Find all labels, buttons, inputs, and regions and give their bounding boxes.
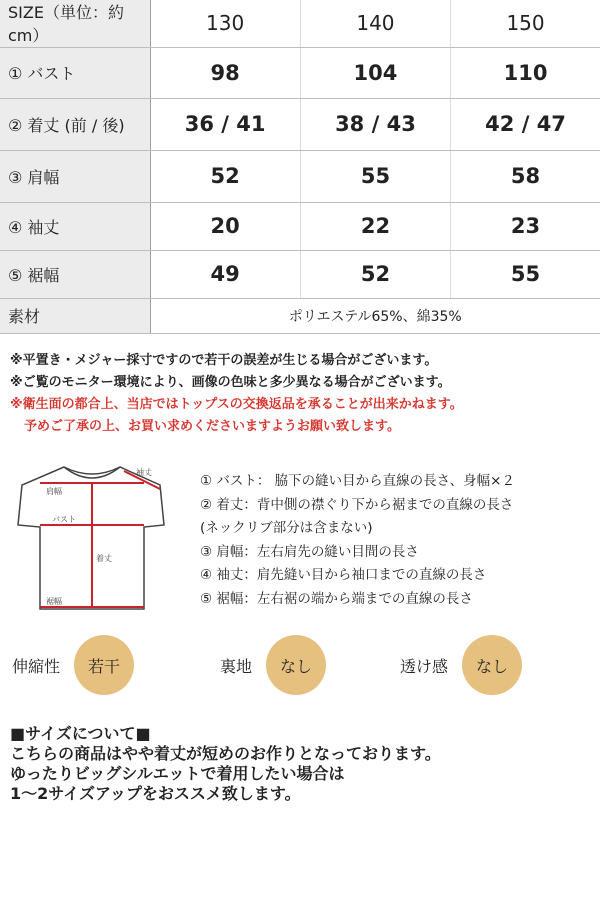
guide-hem: ⑤ 裾幅：左右裾の端から端までの直線の長さ — [200, 590, 473, 607]
table-cell: 58 — [451, 150, 600, 202]
guide-bust: ① バスト： 脇下の縫い目から直線の長さ、身幅×２ — [200, 473, 515, 489]
table-row — [0, 250, 600, 298]
size-header-label: SIZE（単位：約cm） — [0, 0, 150, 47]
diagram-label-hem: 裾幅 — [46, 597, 62, 606]
size-150: 150 — [451, 0, 600, 47]
table-cell: 49 — [150, 250, 300, 298]
size-table — [0, 0, 600, 334]
guide-length-note: (ネックリブ部分は含まない) — [200, 520, 373, 536]
guide-shoulder: ③ 肩幅：左右肩先の縫い目間の長さ — [200, 543, 419, 560]
table-cell: 110 — [451, 47, 600, 98]
diagram-label-length: 着丈 — [96, 554, 112, 563]
stretch-badge: 若干 — [74, 635, 134, 695]
row-label-material: 素材 — [0, 298, 150, 333]
about-title: ■サイズについて■ — [10, 724, 151, 743]
note-measure-error: ※平置き・メジャー採寸ですので若干の誤差が生じる場合がございます。 — [10, 353, 438, 368]
row-label-sleeve: ④ 袖丈 — [0, 202, 150, 250]
table-cell: 52 — [150, 150, 300, 202]
row-label-bust: ① バスト — [0, 47, 150, 98]
table-cell: 55 — [451, 250, 600, 298]
notes — [10, 350, 463, 438]
material-value: ポリエステル65%、綿35% — [150, 298, 600, 333]
table-cell: 42 / 47 — [451, 98, 600, 150]
sheer-label: 透け感 — [400, 656, 449, 676]
lining-label: 裏地 — [220, 656, 253, 676]
note-monitor-color: ※ご覧のモニター環境により、画像の色味と多少異なる場合がございます。 — [10, 375, 451, 390]
diagram-label-shoulder: 肩幅 — [46, 487, 62, 496]
size-130: 130 — [150, 0, 300, 47]
table-row — [0, 98, 600, 150]
row-label-length: ② 着丈 (前 / 後) — [0, 98, 150, 150]
table-row — [0, 47, 600, 98]
table-cell: 104 — [300, 47, 450, 98]
table-row — [0, 150, 600, 202]
table-cell: 23 — [451, 202, 600, 250]
note-thanks: 予めご了承の上、お買い求めくださいますようお願い致します。 — [24, 419, 400, 434]
diagram-label-sleeve: 袖丈 — [136, 468, 152, 477]
table-cell: 98 — [150, 47, 300, 98]
about-line: こちらの商品はやや着丈が短めのお作りとなっております。 — [10, 744, 441, 763]
row-label-hem: ⑤ 裾幅 — [0, 250, 150, 298]
table-cell: 52 — [300, 250, 450, 298]
guide-sleeve: ④ 袖丈：肩先縫い目から袖口までの直線の長さ — [200, 567, 487, 583]
table-cell: 22 — [300, 202, 450, 250]
tshirt-diagram — [12, 463, 172, 613]
lining-badge: なし — [266, 635, 326, 695]
table-row — [0, 202, 600, 250]
guide-length: ② 着丈：背中側の襟ぐり下から裾までの直線の長さ — [200, 496, 514, 513]
diagram-label-bust: バスト — [52, 515, 76, 524]
row-label-shoulder: ③ 肩幅 — [0, 150, 150, 202]
about-line: ゆったりビッグシルエットで着用したい場合は — [10, 764, 345, 783]
size-140: 140 — [300, 0, 450, 47]
note-no-returns: ※衛生面の都合上、当店ではトップスの交換返品を承ることが出来かねます。 — [10, 397, 463, 412]
property-sheer — [400, 634, 522, 696]
measurement-guide — [200, 470, 515, 611]
property-stretch — [12, 634, 134, 696]
property-lining — [220, 634, 326, 696]
about-line: 1〜2サイズアップをおススメ致します。 — [10, 784, 301, 803]
table-cell: 36 / 41 — [150, 98, 300, 150]
sheer-badge: なし — [462, 635, 522, 695]
size-header-row — [0, 0, 600, 47]
table-cell: 55 — [300, 150, 450, 202]
stretch-label: 伸縮性 — [12, 656, 61, 676]
size-about — [10, 724, 441, 804]
table-cell: 20 — [150, 202, 300, 250]
material-row — [0, 298, 600, 333]
table-cell: 38 / 43 — [300, 98, 450, 150]
